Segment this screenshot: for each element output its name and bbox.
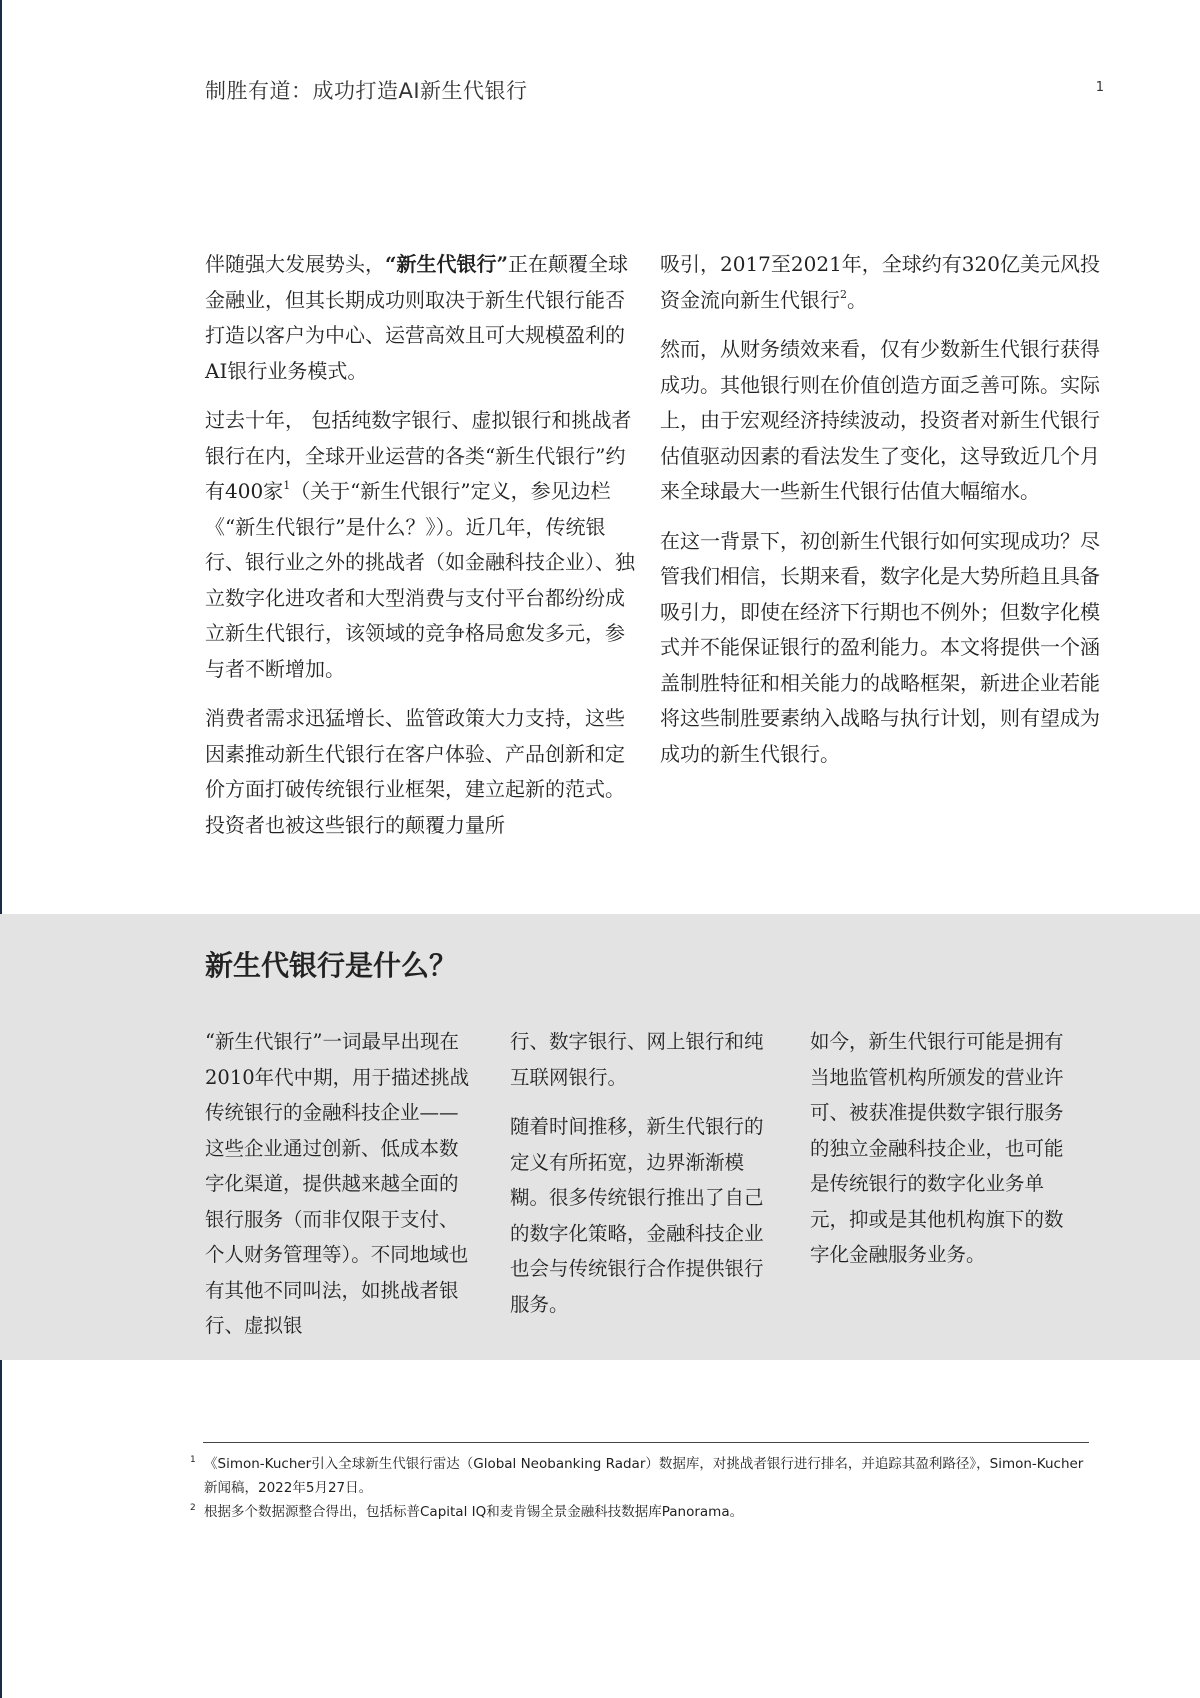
running-title: 制胜有道：成功打造AI新生代银行 xyxy=(205,79,528,103)
body-paragraph: 消费者需求迅猛增长、监管政策大力支持，这些因素推动新生代银行在客户体验、产品创新和定价方面打破传统银行业框架，建立起新的范式。投资者也被这些银行的颠覆力量所 xyxy=(205,706,625,837)
text-run: 正在颠覆全球金融业，但其长期成功则取决于新生代银行能否打造以客户为中心、运营高效且可大规模盈利的AI银行业务模式。 xyxy=(205,252,629,383)
text-run: 。 xyxy=(847,287,867,312)
body-column-right xyxy=(660,247,1100,786)
body-paragraph: 然而，从财务绩效来看，仅有少数新生代银行获得成功。其他银行则在价值创造方面乏善可陈。实际上，由于宏观经济持续波动，投资者对新生代银行估值驱动因素的看法发生了变化，这导致近几个月来全球最大一些新生代银行估值大幅缩水。 xyxy=(660,337,1100,503)
sidebar-title: 新生代银行是什么？ xyxy=(205,949,458,982)
body-paragraph xyxy=(660,247,1100,318)
text-run: （关于“新生代银行”定义，参见边栏《“新生代银行”是什么？》）。近几年，传统银行、银行业之外的挑战者（如金融科技企业）、独立数字化进攻者和大型消费与支付平台都纷纷成立新生代银行，该领域的竞争格局愈发多元，参与者不断增加。 xyxy=(205,479,635,681)
page-number: 1 xyxy=(1095,80,1104,95)
footnote-1 xyxy=(190,1452,1090,1500)
page-edge-bar xyxy=(0,0,2,1698)
footnote-ref-2[interactable]: 2 xyxy=(840,287,847,301)
sidebar-column-1 xyxy=(205,1024,473,1358)
body-paragraph: 在这一背景下，初创新生代银行如何实现成功？尽管我们相信，长期来看，数字化是大势所趋且具备吸引力，即使在经济下行期也不例外；但数字化模式并不能保证银行的盈利能力。本文将提供一个涵盖制胜特征和相关能力的战略框架，新进企业若能将这些制胜要素纳入战略与执行计划，则有望成为成功的新生代银行。 xyxy=(660,528,1100,766)
footnote-text: 《Simon-Kucher引入全球新生代银行雷达（Global Neobanking Radar）数据库，对挑战者银行进行排名，并追踪其盈利路径》，Simon-Kucher新闻稿，2022年5月27日。 xyxy=(204,1456,1084,1496)
sidebar-paragraph: 随着时间推移，新生代银行的定义有所拓宽，边界渐渐模糊。很多传统银行推出了自己的数字化策略，金融科技企业也会与传统银行合作提供银行服务。 xyxy=(510,1115,764,1316)
footnote-mark: 1 xyxy=(190,1455,196,1465)
body-paragraph xyxy=(205,247,643,389)
text-run: 吸引，2017至2021年，全球约有320亿美元风投资金流向新生代银行 xyxy=(660,252,1100,312)
body-column-left xyxy=(205,247,643,857)
text-run: 伴随强大发展势头， xyxy=(205,252,385,276)
sidebar-paragraph: “新生代银行”一词最早出现在2010年代中期，用于描述挑战传统银行的金融科技企业——这些企业通过创新、低成本数字化渠道，提供越来越全面的银行服务（而非仅限于支付、个人财务管理等）。不同地域也有其他不同叫法，如挑战者银行、虚拟银 xyxy=(205,1030,470,1337)
body-paragraph xyxy=(205,403,643,687)
footnote-text: 根据多个数据源整合得出，包括标普Capital IQ和麦肯锡全景金融科技数据库Panorama。 xyxy=(204,1504,744,1520)
text-run: 过去十年， 包括纯数字银行、虚拟银行和挑战者银行在内，全球开业运营的各类“新生代银行”约有400家 xyxy=(205,408,632,503)
sidebar-paragraph: 行、数字银行、网上银行和纯互联网银行。 xyxy=(510,1030,764,1089)
footnote-divider xyxy=(203,1442,1089,1443)
emphasis-neobank: “新生代银行” xyxy=(385,252,509,276)
footnote-2 xyxy=(190,1500,1090,1524)
footnotes xyxy=(190,1452,1090,1524)
sidebar-paragraph: 如今，新生代银行可能是拥有当地监管机构所颁发的营业许可、被获准提供数字银行服务的独立金融科技企业，也可能是传统银行的数字化业务单元，抑或是其他机构旗下的数字化金融服务业务。 xyxy=(810,1030,1064,1266)
sidebar-box xyxy=(0,914,1200,1360)
footnote-ref-1[interactable]: 1 xyxy=(283,479,291,492)
footnote-mark: 2 xyxy=(190,1503,196,1513)
sidebar-column-3 xyxy=(810,1024,1078,1287)
sidebar-column-2 xyxy=(510,1024,778,1336)
